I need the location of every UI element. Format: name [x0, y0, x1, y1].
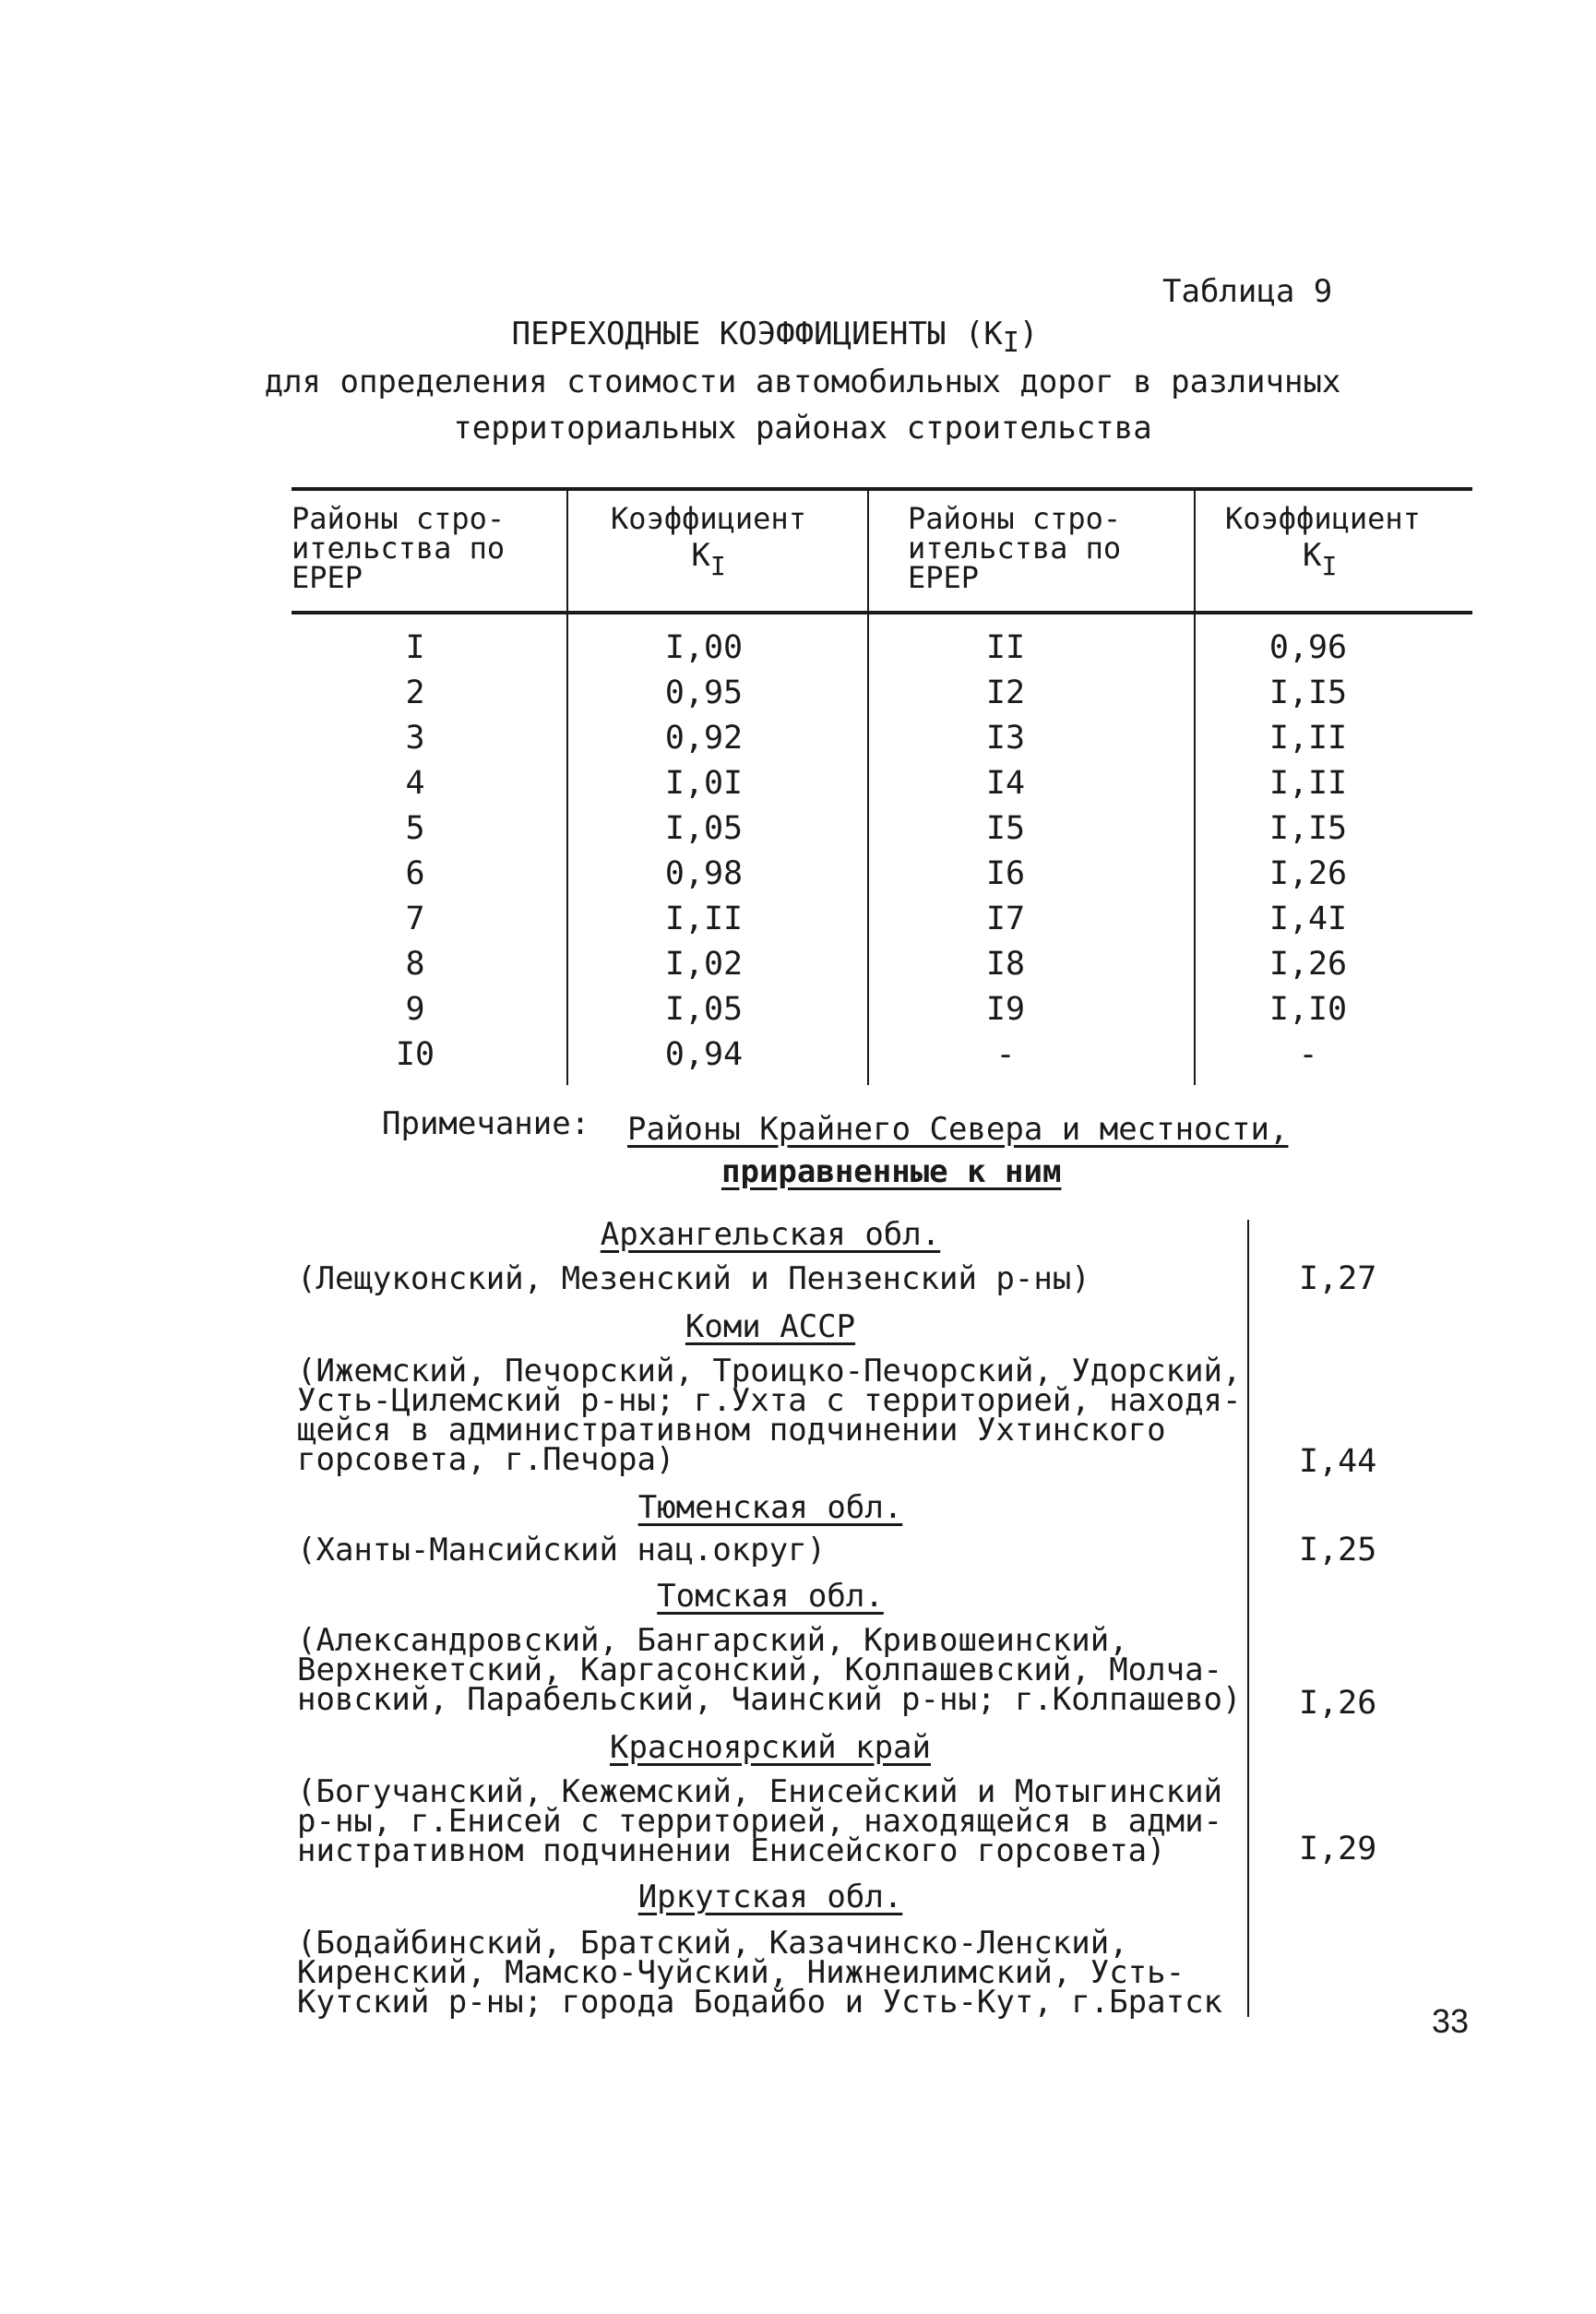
region-text: (Александровский, Бангарский, Кривошеинский, Верхнекетский, Каргасонский, Колпашевский, Молча- новский, Парабельский, Чаинский р-ны; г.Колпашево) [297, 1622, 1242, 1718]
region-heading: Коми АССР [685, 1308, 856, 1345]
table-title [83, 316, 1467, 359]
coefficient-cell: 0,95 [664, 674, 744, 711]
region-coefficient: I,27 [1299, 1260, 1377, 1297]
region-text: (Лещуконский, Мезенский и Пензенский р-ны) [297, 1260, 1090, 1297]
coefficient-table-body [292, 614, 1472, 1085]
coefficient-cell: I,II [664, 901, 744, 937]
region-coefficient: I,25 [1299, 1532, 1377, 1569]
district-cell: - [995, 1036, 1016, 1073]
page-number: 33 [1432, 2002, 1470, 2040]
district-cell: I6 [985, 855, 1026, 892]
coefficient-cell: I,00 [664, 629, 744, 666]
coefficient-cell: I,I5 [1268, 810, 1348, 847]
table-subtitle-line-1: для определения стоимости автомобильных дорог в различных [264, 364, 1341, 400]
coef-symbol-sub: I [709, 551, 726, 581]
district-cell: I4 [985, 765, 1026, 802]
header-district-line: ЕРЕР [292, 560, 363, 595]
district-cell: I3 [985, 720, 1026, 757]
regions-divider [1247, 1220, 1249, 2017]
coefficient-cell: I,II [1268, 720, 1348, 757]
district-cell: 5 [405, 810, 425, 847]
header-district-line: ЕРЕР [908, 560, 980, 595]
coefficient-cell: I,05 [664, 810, 744, 847]
note-title-line-2: приравненные к ним [721, 1153, 1062, 1190]
coefficient-table [292, 487, 1472, 1085]
district-cell: I2 [985, 674, 1026, 711]
coefficient-cell: I,I0 [1268, 991, 1348, 1028]
coefficient-cell: I,02 [664, 946, 744, 983]
header-district-col [292, 491, 568, 611]
right-coefs-column [1196, 614, 1472, 1085]
coef-symbol-k: К [1303, 537, 1322, 574]
header-coef-col [568, 491, 869, 611]
district-cell: I0 [395, 1036, 435, 1073]
coefficient-cell: I,26 [1268, 855, 1348, 892]
region-heading: Томская обл. [657, 1578, 884, 1615]
coef-symbol-sub: I [1321, 551, 1338, 581]
left-districts-column [292, 614, 568, 1085]
coefficient-cell: 0,92 [664, 720, 744, 757]
coefficient-cell: I,4I [1268, 901, 1348, 937]
header-district-line: Районы стро- [908, 501, 1122, 536]
table-subtitle-line-2: территориальных районах строительства [453, 410, 1152, 447]
header-district-line: ительства по [908, 531, 1122, 566]
table-title-text: ПЕРЕХОДНЫЕ КОЭФФИЦИЕНТЫ (К [511, 316, 1003, 352]
region-heading: Архангельская обл. [600, 1216, 941, 1253]
district-cell: 8 [405, 946, 425, 983]
region-coefficient: I,44 [1299, 1443, 1377, 1480]
coefficient-cell: I,II [1268, 765, 1348, 802]
coefficient-cell: 0,94 [664, 1036, 744, 1073]
header-district2-col [869, 491, 1196, 611]
region-heading: Иркутская обл. [637, 1879, 903, 1915]
district-cell: 4 [405, 765, 425, 802]
coefficient-cell: 0,96 [1268, 629, 1348, 666]
header-coef-symbol [1225, 537, 1472, 581]
note-label: Примечание: [382, 1105, 590, 1142]
header-coef-label: Коэффициент [1225, 501, 1421, 536]
district-cell: II [985, 629, 1026, 666]
region-text: (Богучанский, Кежемский, Енисейский и Мотыгинский р-ны, г.Енисей с территорией, находящейся в адми- нистративном подчинении Енисейского горсовета) [297, 1773, 1223, 1869]
left-coefs-column [568, 614, 869, 1085]
district-cell: I [405, 629, 425, 666]
district-cell: I7 [985, 901, 1026, 937]
region-coefficient: I,26 [1299, 1685, 1377, 1722]
header-district-line: Районы стро- [292, 501, 506, 536]
table-title-close: ) [1018, 316, 1039, 352]
coefficient-cell: - [1298, 1036, 1318, 1073]
header-district-line: ительства по [292, 531, 506, 566]
coefficient-cell: I,05 [664, 991, 744, 1028]
region-text: (Бодайбинский, Братский, Казачинско-Ленский, Киренский, Мамско-Чуйский, Нижнеилимский, Усть- Кутский р-ны; города Бодайбо и Усть-Кут, г.Братск [297, 1925, 1223, 2021]
right-districts-column [869, 614, 1196, 1085]
district-cell: 7 [405, 901, 425, 937]
coefficient-cell: 0,98 [664, 855, 744, 892]
district-cell: I9 [985, 991, 1026, 1028]
coefficient-cell: I,I5 [1268, 674, 1348, 711]
district-cell: 9 [405, 991, 425, 1028]
header-coef2-col [1196, 491, 1472, 611]
region-heading: Красноярский край [610, 1729, 931, 1766]
region-text: (Ханты-Мансийский нац.округ) [297, 1532, 827, 1569]
district-cell: 3 [405, 720, 425, 757]
coefficient-cell: I,0I [664, 765, 744, 802]
note-title-line-1: Районы Крайнего Севера и местности, [627, 1111, 1289, 1148]
table-title-subscript: I [1002, 327, 1019, 359]
coefficient-table-header [292, 491, 1472, 614]
district-cell: 6 [405, 855, 425, 892]
region-heading: Тюменская обл. [637, 1489, 903, 1526]
coef-symbol-k: К [691, 537, 710, 574]
district-cell: 2 [405, 674, 425, 711]
region-coefficient: I,29 [1299, 1831, 1377, 1867]
table-number: Таблица 9 [1162, 273, 1333, 310]
district-cell: I8 [985, 946, 1026, 983]
header-coef-label: Коэффициент [611, 501, 806, 536]
header-coef-symbol [568, 537, 849, 581]
region-text: (Ижемский, Печорский, Троицко-Печорский, Удорский, Усть-Цилемский р-ны; г.Ухта с территорией, находя- щейся в административном подчинении Ухтинского горсовета, г.Печора) [297, 1353, 1242, 1478]
coefficient-cell: I,26 [1268, 946, 1348, 983]
district-cell: I5 [985, 810, 1026, 847]
